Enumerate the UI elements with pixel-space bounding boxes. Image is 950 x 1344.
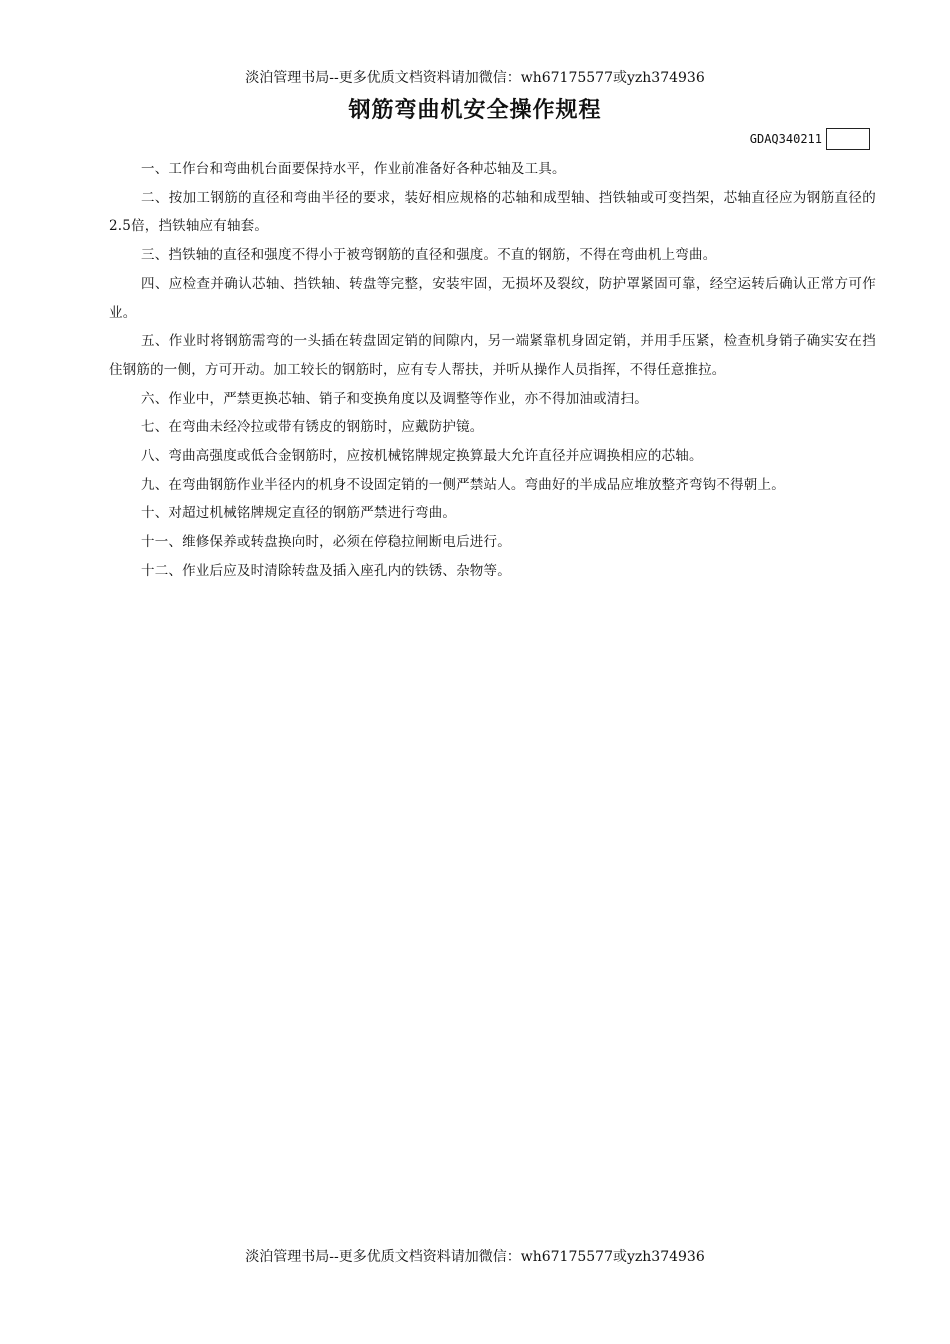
paragraph-3: 三、挡铁轴的直径和强度不得小于被弯钢筋的直径和强度。不直的钢筋，不得在弯曲机上弯曲。 — [141, 247, 717, 264]
paragraph-4: 四、应检查并确认芯轴、挡铁轴、转盘等完整，安装牢固，无损坏及裂纹，防护罩紧固可靠，经空运转后确认正常方可作业。 — [109, 275, 876, 321]
header-note: 淡泊管理书局--更多优质文档资料请加微信：wh67175577或yzh374936 — [245, 70, 705, 86]
paragraph-1: 一、工作台和弯曲机台面要保持水平，作业前准备好各种芯轴及工具。 — [141, 161, 566, 177]
paragraph-11: 十一、维修保养或转盘换向时，必须在停稳拉闸断电后进行。 — [141, 534, 511, 551]
paragraph-9: 九、在弯曲钢筋作业半径内的机身不设固定销的一侧严禁站人。弯曲好的半成品应堆放整齐弯钩不得朝上。 — [141, 476, 785, 493]
paragraph-12: 十二、作业后应及时清除转盘及插入座孔内的铁锈、杂物等。 — [141, 562, 511, 579]
paragraph-6: 六、作业中，严禁更换芯轴、销子和变换角度以及调整等作业，亦不得加油或清扫。 — [141, 390, 648, 407]
footer-note: 淡泊管理书局--更多优质文档资料请加微信：wh67175577或yzh374936 — [245, 1249, 705, 1265]
paragraph-10: 十、对超过机械铭牌规定直径的钢筋严禁进行弯曲。 — [141, 505, 457, 522]
document-code-row — [750, 128, 870, 150]
code-box — [826, 128, 870, 150]
document-body — [109, 155, 876, 586]
document-code: GDAQ340211 — [749, 132, 822, 146]
paragraph-7: 七、在弯曲未经冷拉或带有锈皮的钢筋时，应戴防护镜。 — [141, 419, 484, 436]
paragraph-5: 五、作业时将钢筋需弯的一头插在转盘固定销的间隙内，另一端紧靠机身固定销，并用手压紧，检查机身销子确实安在挡住钢筋的一侧，方可开动。加工较长的钢筋时，应有专人帮扶，并听从操作人员指挥，不得任意推拉。 — [109, 333, 876, 378]
paragraph-2: 二、按加工钢筋的直径和弯曲半径的要求，装好相应规格的芯轴和成型轴、挡铁轴或可变挡架，芯轴直径应为钢筋直径的2.5倍，挡铁轴应有轴套。 — [109, 189, 876, 235]
paragraph-8: 八、弯曲高强度或低合金钢筋时，应按机械铭牌规定换算最大允许直径并应调换相应的芯轴。 — [141, 448, 703, 465]
document-title: 钢筋弯曲机安全操作规程 — [348, 98, 602, 123]
